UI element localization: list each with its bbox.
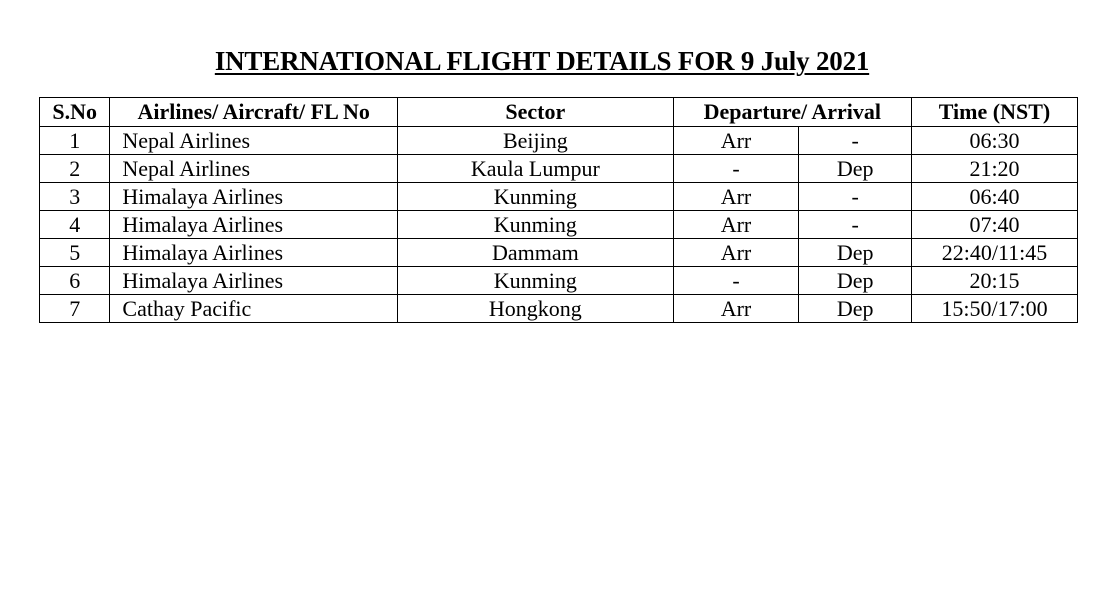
cell-departure: - — [799, 127, 912, 155]
header-airline: Airlines/ Aircraft/ FL No — [110, 98, 398, 127]
table-row — [40, 183, 1078, 211]
cell-departure: Dep — [799, 295, 912, 323]
cell-sector: Beijing — [398, 127, 674, 155]
cell-airline: Cathay Pacific — [110, 295, 398, 323]
cell-departure: Dep — [799, 155, 912, 183]
cell-departure: Dep — [799, 267, 912, 295]
cell-time: 15:50/17:00 — [912, 295, 1078, 323]
cell-sno: 2 — [40, 155, 110, 183]
cell-airline: Himalaya Airlines — [110, 211, 398, 239]
cell-time: 20:15 — [912, 267, 1078, 295]
cell-airline: Himalaya Airlines — [110, 267, 398, 295]
header-sector: Sector — [398, 98, 674, 127]
cell-arrival: Arr — [673, 211, 799, 239]
cell-arrival: Arr — [673, 239, 799, 267]
cell-time: 22:40/11:45 — [912, 239, 1078, 267]
cell-sector: Hongkong — [398, 295, 674, 323]
cell-sno: 6 — [40, 267, 110, 295]
table-row — [40, 127, 1078, 155]
cell-airline: Nepal Airlines — [110, 155, 398, 183]
cell-time: 06:30 — [912, 127, 1078, 155]
header-departure-arrival: Departure/ Arrival — [673, 98, 911, 127]
cell-sector: Kaula Lumpur — [398, 155, 674, 183]
table-row — [40, 267, 1078, 295]
table-row — [40, 211, 1078, 239]
header-time: Time (NST) — [912, 98, 1078, 127]
flight-details-table — [39, 97, 1078, 323]
table-row — [40, 239, 1078, 267]
cell-arrival: - — [673, 155, 799, 183]
cell-sector: Kunming — [398, 267, 674, 295]
cell-departure: - — [799, 211, 912, 239]
cell-sector: Kunming — [398, 183, 674, 211]
cell-sector: Dammam — [398, 239, 674, 267]
cell-arrival: Arr — [673, 127, 799, 155]
cell-time: 21:20 — [912, 155, 1078, 183]
cell-sno: 7 — [40, 295, 110, 323]
cell-arrival: Arr — [673, 295, 799, 323]
cell-sno: 4 — [40, 211, 110, 239]
document-title — [0, 43, 1084, 79]
cell-sector: Kunming — [398, 211, 674, 239]
cell-sno: 3 — [40, 183, 110, 211]
table-row — [40, 155, 1078, 183]
cell-time: 06:40 — [912, 183, 1078, 211]
cell-sno: 1 — [40, 127, 110, 155]
header-sno: S.No — [40, 98, 110, 127]
table-row — [40, 295, 1078, 323]
cell-airline: Nepal Airlines — [110, 127, 398, 155]
cell-time: 07:40 — [912, 211, 1078, 239]
table-header-row — [40, 98, 1078, 127]
cell-departure: - — [799, 183, 912, 211]
cell-arrival: - — [673, 267, 799, 295]
cell-sno: 5 — [40, 239, 110, 267]
cell-airline: Himalaya Airlines — [110, 239, 398, 267]
cell-airline: Himalaya Airlines — [110, 183, 398, 211]
cell-departure: Dep — [799, 239, 912, 267]
cell-arrival: Arr — [673, 183, 799, 211]
document-title-text: INTERNATIONAL FLIGHT DETAILS FOR 9 July 2021 — [214, 46, 870, 76]
